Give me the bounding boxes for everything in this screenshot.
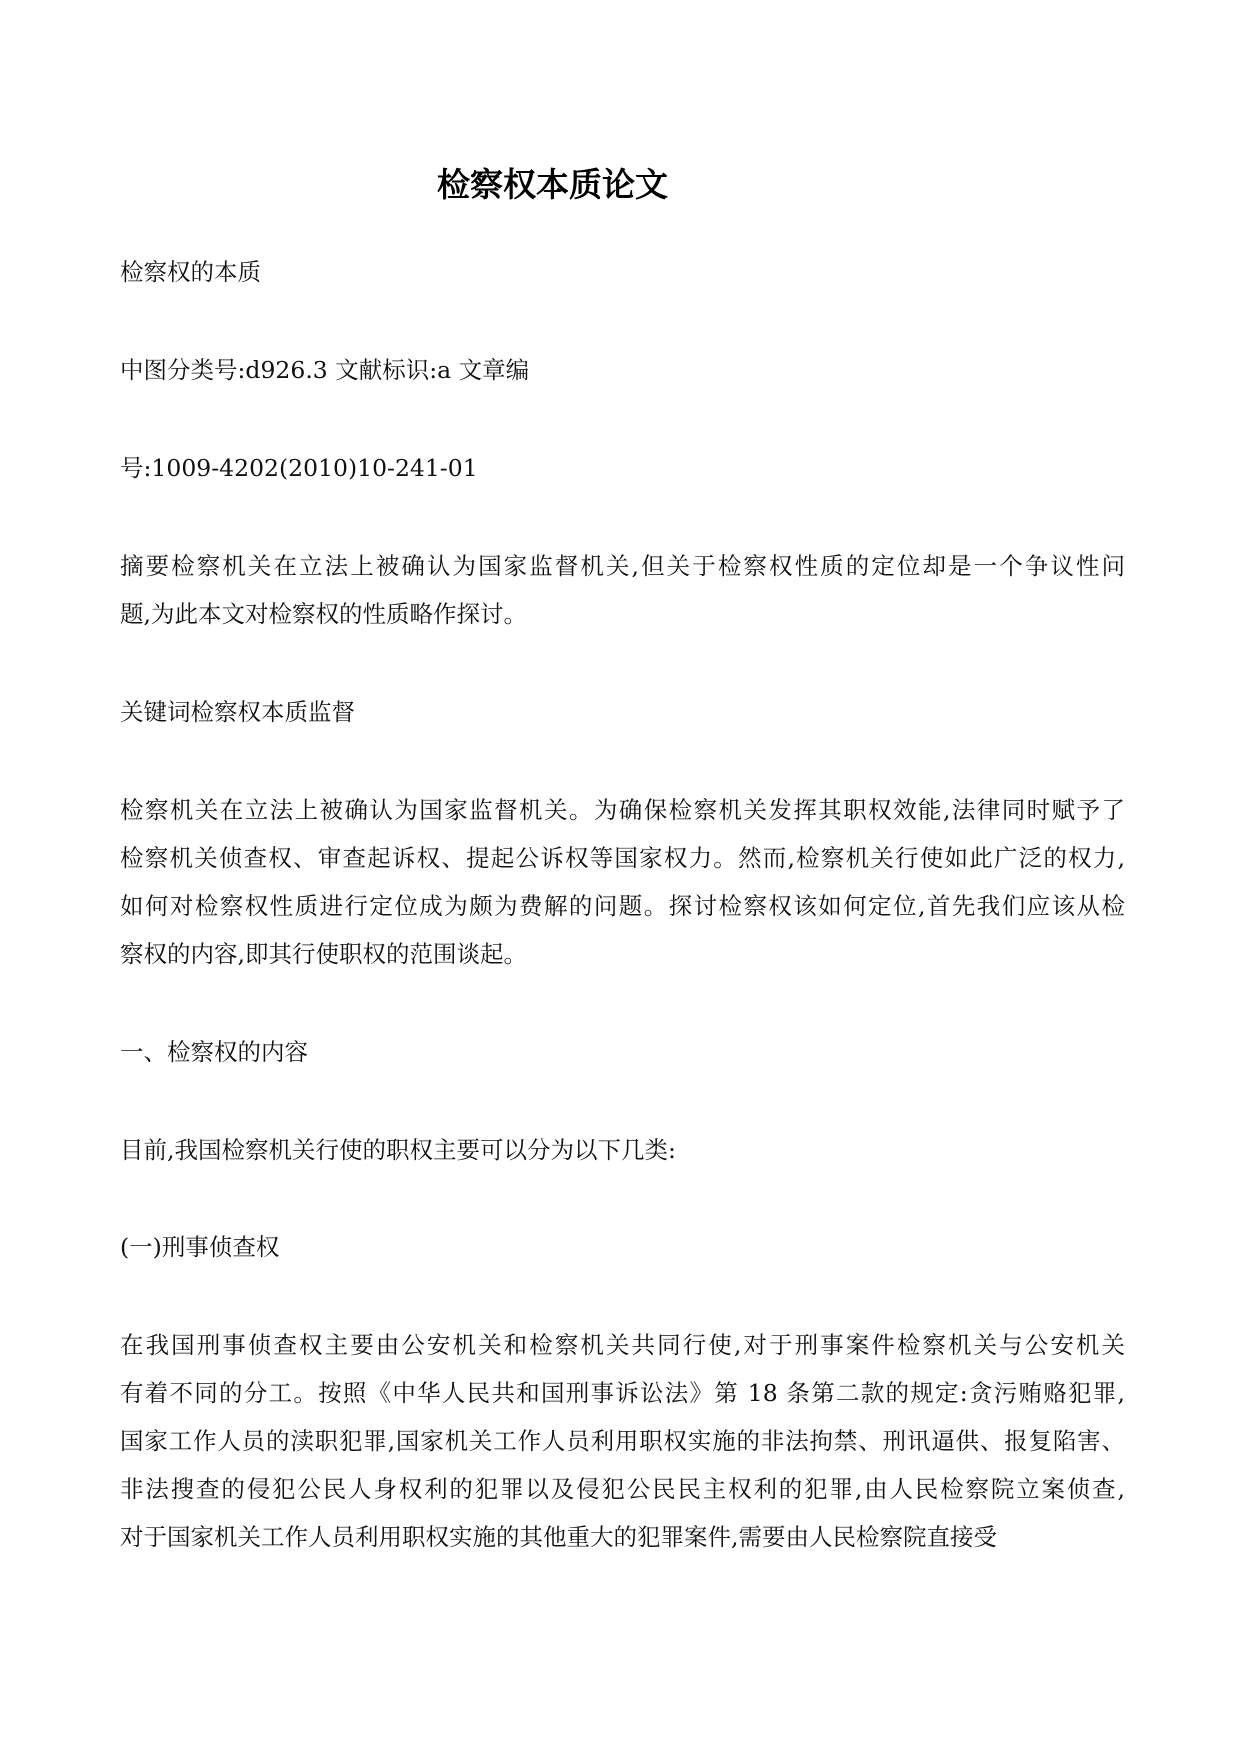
article-subtitle: 检察权的本质 [120, 258, 261, 286]
article-number-line: 号:1009-4202(2010)10-241-01 [120, 454, 478, 482]
section-intro-line: 目前,我国检察机关行使的职权主要可以分为以下几类: [120, 1136, 676, 1164]
intro-line: 检察机关侦查权、审查起诉权、提起公诉权等国家权力。然而,检察机关行使如此广泛的权力, [120, 844, 1125, 872]
intro-line: 如何对检察权性质进行定位成为颇为费解的问题。探讨检察权该如何定位,首先我们应该从检 [120, 892, 1125, 920]
intro-paragraph [120, 786, 1125, 978]
subsection-heading-block [120, 1223, 1125, 1271]
subsection-line: 有着不同的分工。按照《中华人民共和国刑事诉讼法》第 18 条第二款的规定:贪污贿赂犯罪, [120, 1379, 1125, 1407]
section-heading-block [120, 1028, 1125, 1076]
subsection-line: 对于国家机关工作人员利用职权实施的其他重大的犯罪案件,需要由人民检察院直接受 [120, 1523, 997, 1551]
abstract-line: 题,为此本文对检察权的性质略作探讨。 [120, 600, 527, 628]
keywords-block [120, 688, 1125, 736]
intro-line: 检察机关在立法上被确认为国家监督机关。为确保检察机关发挥其职权效能,法律同时赋予了 [120, 796, 1125, 824]
abstract-paragraph [120, 542, 1125, 638]
document-title: 检察权本质论文 [437, 165, 668, 204]
article-number-block [120, 444, 1125, 492]
section-heading: 一、检察权的内容 [120, 1038, 308, 1066]
intro-line: 察权的内容,即其行使职权的范围谈起。 [120, 940, 527, 968]
article-subtitle-block [120, 248, 1125, 296]
subsection-line: 非法搜查的侵犯公民人身权利的犯罪以及侵犯公民民主权利的犯罪,由人民检察院立案侦查, [120, 1475, 1125, 1503]
subsection-line: 国家工作人员的渎职犯罪,国家机关工作人员利用职权实施的非法拘禁、刑讯逼供、报复陷害、 [120, 1427, 1125, 1455]
classification-block [120, 346, 1125, 394]
keywords-line: 关键词检察权本质监督 [120, 698, 355, 726]
section-intro-block [120, 1126, 1125, 1174]
subsection-paragraph [120, 1321, 1125, 1561]
classification-line: 中图分类号:d926.3 文献标识:a 文章编 [120, 356, 530, 384]
subsection-heading: (一)刑事侦查权 [120, 1233, 280, 1261]
abstract-line: 摘要检察机关在立法上被确认为国家监督机关,但关于检察权性质的定位却是一个争议性问 [120, 552, 1125, 580]
subsection-line: 在我国刑事侦查权主要由公安机关和检察机关共同行使,对于刑事案件检察机关与公安机关 [120, 1331, 1125, 1359]
